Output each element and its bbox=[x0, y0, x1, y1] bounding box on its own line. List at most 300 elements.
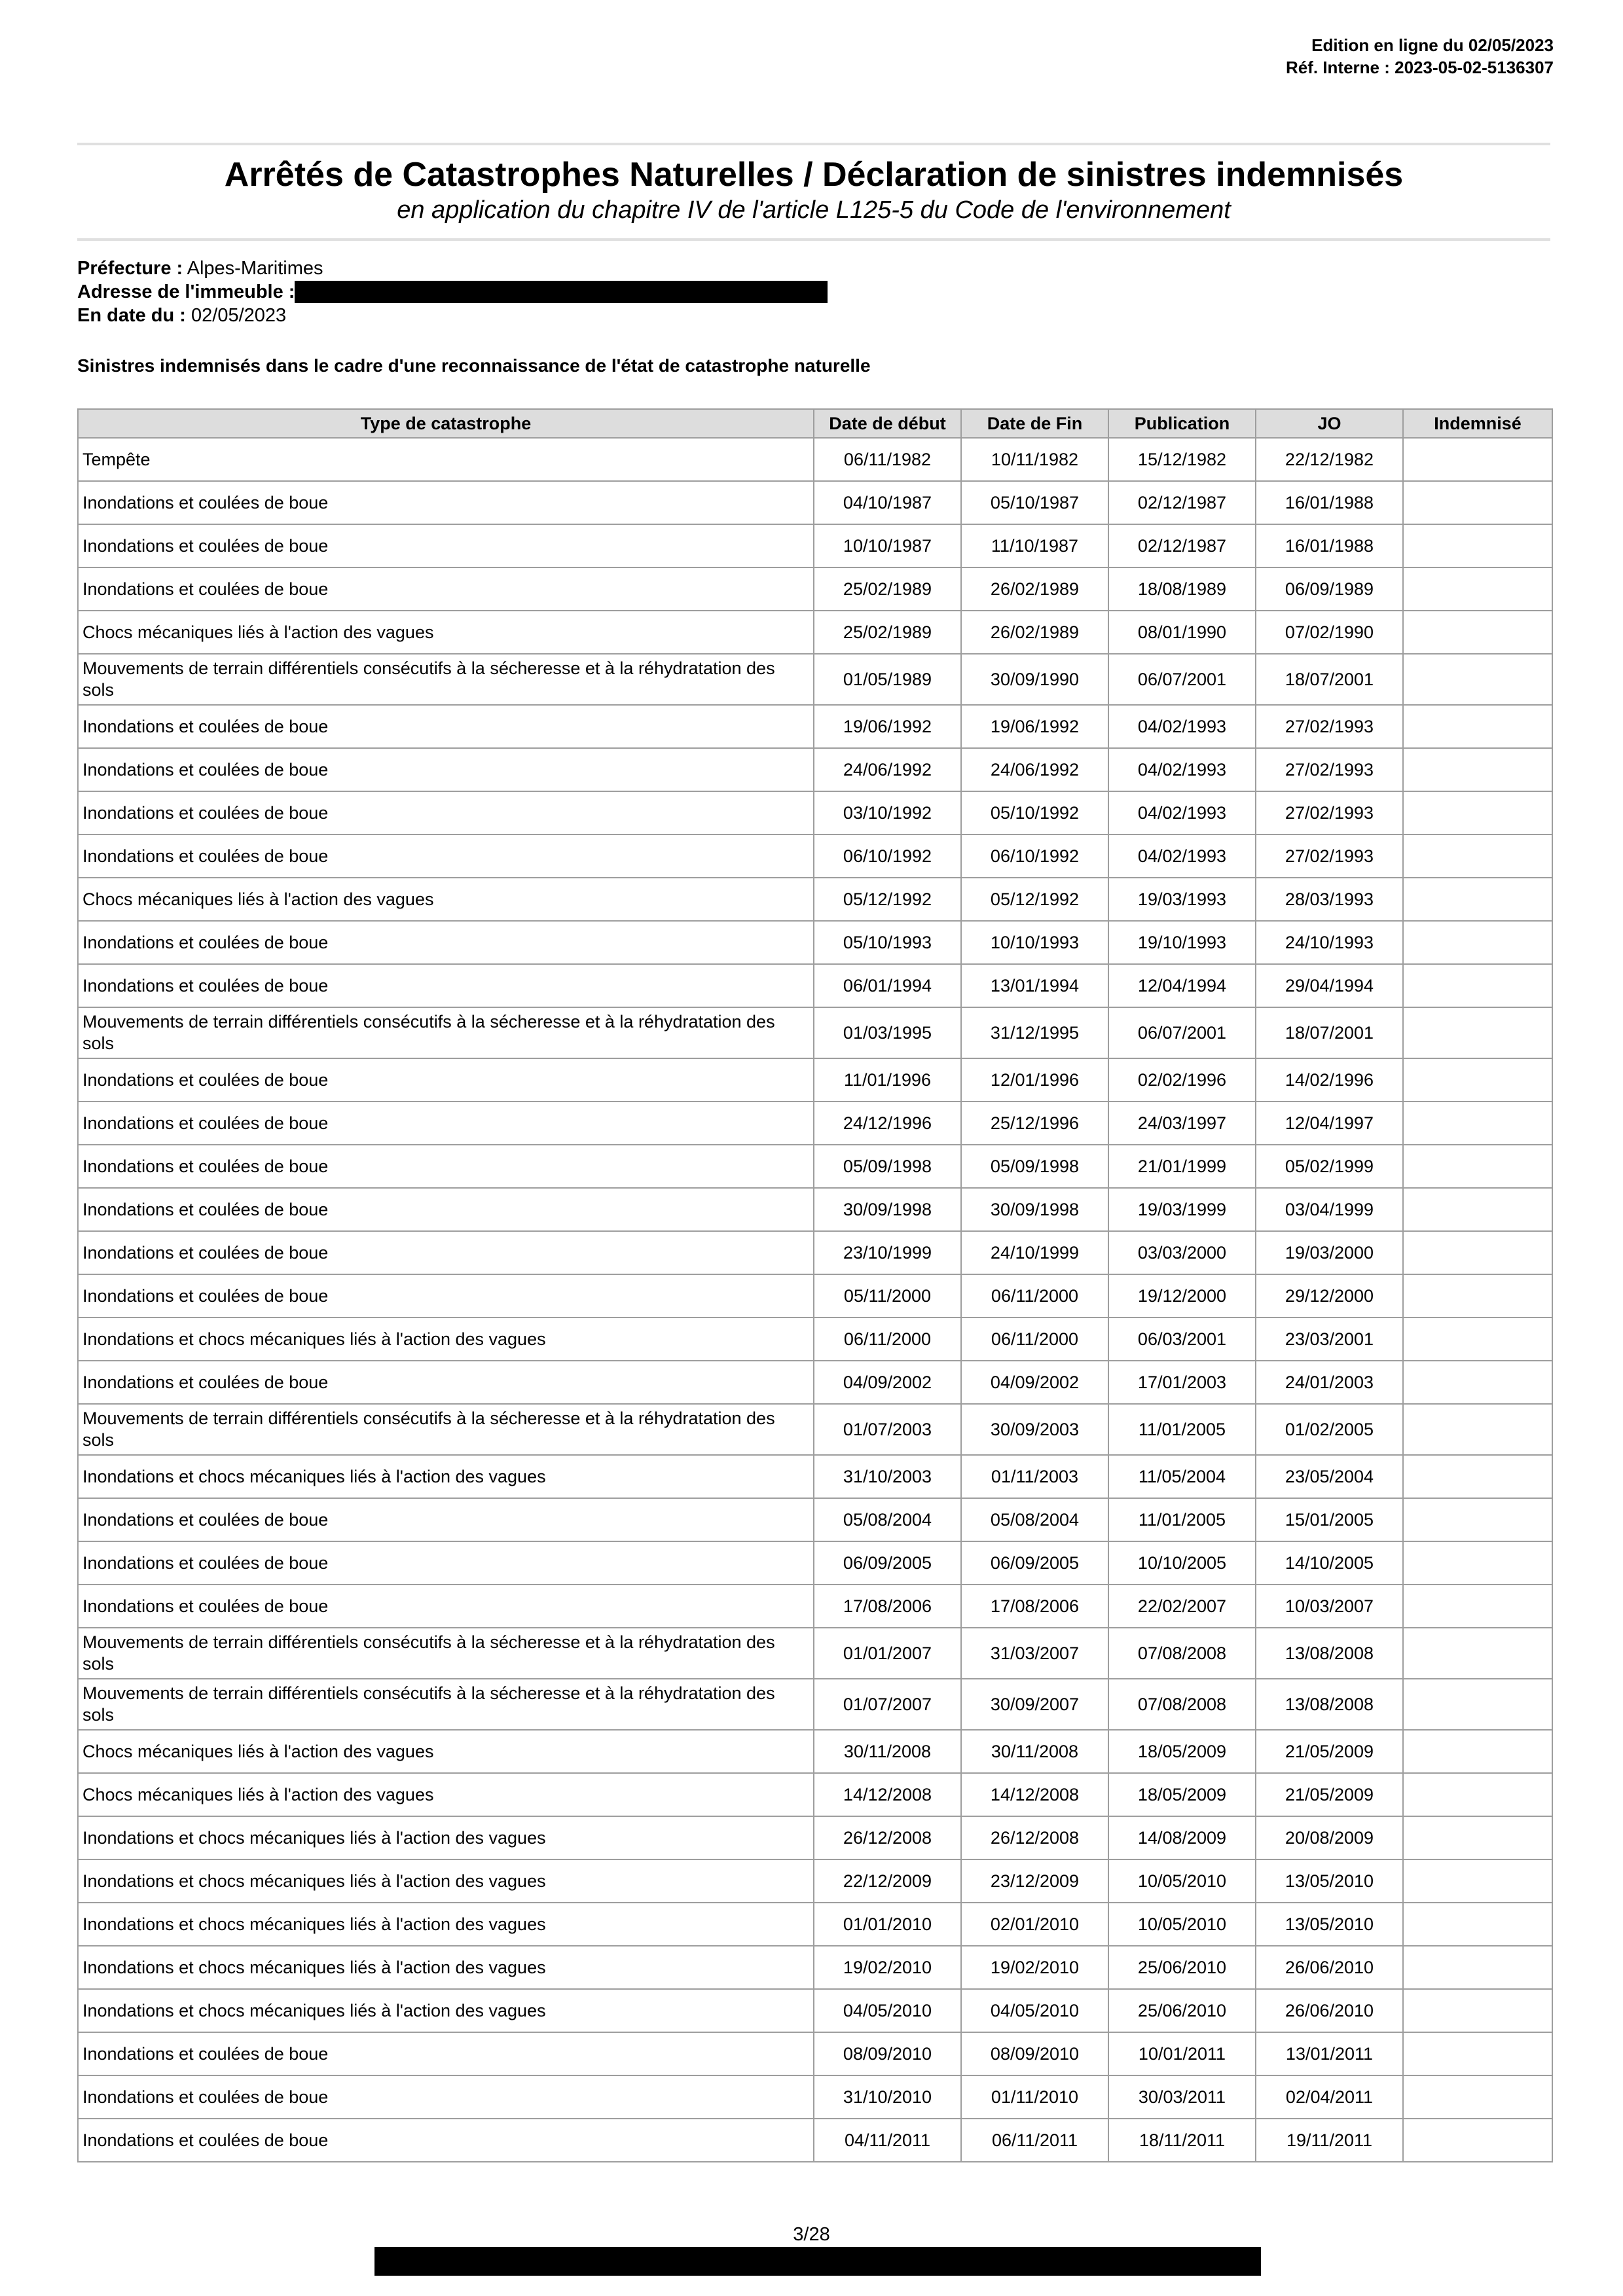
cell-indemnise bbox=[1403, 1541, 1552, 1585]
edition-date: Edition en ligne du 02/05/2023 bbox=[1311, 35, 1554, 55]
cell-start-date: 19/02/2010 bbox=[814, 1946, 961, 1989]
cell-publication: 04/02/1993 bbox=[1108, 791, 1256, 834]
cell-start-date: 05/10/1993 bbox=[814, 921, 961, 964]
cell-publication: 10/01/2011 bbox=[1108, 2032, 1256, 2075]
cell-start-date: 05/08/2004 bbox=[814, 1498, 961, 1541]
cell-end-date: 14/12/2008 bbox=[961, 1773, 1108, 1816]
cell-indemnise bbox=[1403, 1007, 1552, 1058]
cell-type: Inondations et chocs mécaniques liés à l'action des vagues bbox=[78, 1455, 814, 1498]
cell-publication: 02/12/1987 bbox=[1108, 524, 1256, 567]
table-row bbox=[78, 1145, 1552, 1188]
cell-indemnise bbox=[1403, 1773, 1552, 1816]
cell-indemnise bbox=[1403, 921, 1552, 964]
cell-publication: 10/05/2010 bbox=[1108, 1903, 1256, 1946]
cell-publication: 24/03/1997 bbox=[1108, 1102, 1256, 1145]
table-row bbox=[78, 1455, 1552, 1498]
table-row bbox=[78, 1058, 1552, 1102]
table-row bbox=[78, 611, 1552, 654]
table-row bbox=[78, 1585, 1552, 1628]
cell-start-date: 01/05/1989 bbox=[814, 654, 961, 705]
table-row bbox=[78, 1730, 1552, 1773]
cell-jo: 29/04/1994 bbox=[1256, 964, 1403, 1007]
table-row bbox=[78, 567, 1552, 611]
cell-indemnise bbox=[1403, 878, 1552, 921]
cell-start-date: 30/11/2008 bbox=[814, 1730, 961, 1773]
cell-end-date: 06/11/2000 bbox=[961, 1318, 1108, 1361]
edition-header bbox=[1286, 34, 1554, 79]
cell-type: Chocs mécaniques liés à l'action des vagues bbox=[78, 878, 814, 921]
cell-start-date: 11/01/1996 bbox=[814, 1058, 961, 1102]
cell-end-date: 06/11/2011 bbox=[961, 2119, 1108, 2162]
cell-indemnise bbox=[1403, 1318, 1552, 1361]
cell-end-date: 06/09/2005 bbox=[961, 1541, 1108, 1585]
cell-type: Inondations et coulées de boue bbox=[78, 1498, 814, 1541]
cell-indemnise bbox=[1403, 1989, 1552, 2032]
cell-jo: 28/03/1993 bbox=[1256, 878, 1403, 921]
table-row bbox=[78, 481, 1552, 524]
table-row bbox=[78, 1903, 1552, 1946]
cell-jo: 19/03/2000 bbox=[1256, 1231, 1403, 1274]
cell-end-date: 06/10/1992 bbox=[961, 834, 1108, 878]
cell-start-date: 01/01/2007 bbox=[814, 1628, 961, 1679]
cell-end-date: 08/09/2010 bbox=[961, 2032, 1108, 2075]
cell-indemnise bbox=[1403, 748, 1552, 791]
cell-end-date: 19/06/1992 bbox=[961, 705, 1108, 748]
table-row bbox=[78, 1404, 1552, 1455]
cell-start-date: 04/09/2002 bbox=[814, 1361, 961, 1404]
cell-end-date: 05/08/2004 bbox=[961, 1498, 1108, 1541]
cell-type: Chocs mécaniques liés à l'action des vagues bbox=[78, 611, 814, 654]
cell-indemnise bbox=[1403, 1903, 1552, 1946]
footer-redaction bbox=[374, 2247, 1261, 2276]
cell-type: Inondations et coulées de boue bbox=[78, 1361, 814, 1404]
cell-end-date: 05/10/1987 bbox=[961, 481, 1108, 524]
document-subtitle: en application du chapitre IV de l'article L125-5 du Code de l'environnement bbox=[397, 196, 1231, 224]
cell-jo: 22/12/1982 bbox=[1256, 438, 1403, 481]
cell-start-date: 03/10/1992 bbox=[814, 791, 961, 834]
cell-jo: 27/02/1993 bbox=[1256, 791, 1403, 834]
cell-jo: 27/02/1993 bbox=[1256, 834, 1403, 878]
table-row bbox=[78, 705, 1552, 748]
table-row bbox=[78, 1816, 1552, 1859]
cell-publication: 06/07/2001 bbox=[1108, 1007, 1256, 1058]
cell-indemnise bbox=[1403, 1816, 1552, 1859]
cell-publication: 14/08/2009 bbox=[1108, 1816, 1256, 1859]
table-row bbox=[78, 964, 1552, 1007]
col-header-indemnise: Indemnisé bbox=[1403, 409, 1552, 438]
address-redaction bbox=[295, 281, 828, 303]
cell-jo: 24/01/2003 bbox=[1256, 1361, 1403, 1404]
cell-publication: 19/10/1993 bbox=[1108, 921, 1256, 964]
cell-type: Inondations et coulées de boue bbox=[78, 1274, 814, 1318]
cell-publication: 18/11/2011 bbox=[1108, 2119, 1256, 2162]
cell-type: Inondations et coulées de boue bbox=[78, 1231, 814, 1274]
cell-start-date: 04/10/1987 bbox=[814, 481, 961, 524]
cell-end-date: 04/05/2010 bbox=[961, 1989, 1108, 2032]
cell-publication: 19/03/1999 bbox=[1108, 1188, 1256, 1231]
cell-indemnise bbox=[1403, 524, 1552, 567]
cell-start-date: 06/11/2000 bbox=[814, 1318, 961, 1361]
table-row bbox=[78, 1946, 1552, 1989]
cell-type: Inondations et chocs mécaniques liés à l'action des vagues bbox=[78, 1903, 814, 1946]
cell-indemnise bbox=[1403, 1188, 1552, 1231]
cell-end-date: 10/11/1982 bbox=[961, 438, 1108, 481]
cell-type: Inondations et coulées de boue bbox=[78, 2075, 814, 2119]
cell-jo: 23/05/2004 bbox=[1256, 1455, 1403, 1498]
cell-type: Inondations et coulées de boue bbox=[78, 705, 814, 748]
cell-jo: 20/08/2009 bbox=[1256, 1816, 1403, 1859]
cell-publication: 18/05/2009 bbox=[1108, 1773, 1256, 1816]
table-row bbox=[78, 1628, 1552, 1679]
cell-indemnise bbox=[1403, 1730, 1552, 1773]
cell-jo: 18/07/2001 bbox=[1256, 654, 1403, 705]
cell-start-date: 25/02/1989 bbox=[814, 611, 961, 654]
cell-start-date: 10/10/1987 bbox=[814, 524, 961, 567]
cell-jo: 26/06/2010 bbox=[1256, 1946, 1403, 1989]
table-row bbox=[78, 2119, 1552, 2162]
cell-publication: 03/03/2000 bbox=[1108, 1231, 1256, 1274]
table-row bbox=[78, 524, 1552, 567]
cell-end-date: 26/02/1989 bbox=[961, 567, 1108, 611]
cell-indemnise bbox=[1403, 1102, 1552, 1145]
cell-start-date: 05/11/2000 bbox=[814, 1274, 961, 1318]
cell-jo: 19/11/2011 bbox=[1256, 2119, 1403, 2162]
cell-jo: 06/09/1989 bbox=[1256, 567, 1403, 611]
cell-jo: 14/10/2005 bbox=[1256, 1541, 1403, 1585]
cell-type: Inondations et coulées de boue bbox=[78, 791, 814, 834]
page-number: 3/28 bbox=[793, 2224, 830, 2245]
col-header-end-date: Date de Fin bbox=[961, 409, 1108, 438]
cell-type: Inondations et coulées de boue bbox=[78, 1145, 814, 1188]
table-row bbox=[78, 1188, 1552, 1231]
cell-indemnise bbox=[1403, 1679, 1552, 1730]
prefecture-value: Alpes-Maritimes bbox=[187, 258, 323, 279]
cell-indemnise bbox=[1403, 1058, 1552, 1102]
cell-start-date: 17/08/2006 bbox=[814, 1585, 961, 1628]
date-label: En date du : bbox=[77, 305, 186, 326]
cell-end-date: 30/09/1998 bbox=[961, 1188, 1108, 1231]
cell-jo: 13/05/2010 bbox=[1256, 1903, 1403, 1946]
cell-publication: 19/12/2000 bbox=[1108, 1274, 1256, 1318]
cell-end-date: 19/02/2010 bbox=[961, 1946, 1108, 1989]
cell-jo: 13/08/2008 bbox=[1256, 1628, 1403, 1679]
cell-indemnise bbox=[1403, 1859, 1552, 1903]
table-row bbox=[78, 1318, 1552, 1361]
cell-publication: 18/05/2009 bbox=[1108, 1730, 1256, 1773]
cell-type: Inondations et coulées de boue bbox=[78, 567, 814, 611]
cell-start-date: 26/12/2008 bbox=[814, 1816, 961, 1859]
cell-jo: 13/08/2008 bbox=[1256, 1679, 1403, 1730]
table-row bbox=[78, 1773, 1552, 1816]
cell-jo: 29/12/2000 bbox=[1256, 1274, 1403, 1318]
col-header-start-date: Date de début bbox=[814, 409, 961, 438]
col-header-type: Type de catastrophe bbox=[78, 409, 814, 438]
table-body bbox=[78, 438, 1552, 2162]
cell-jo: 01/02/2005 bbox=[1256, 1404, 1403, 1455]
cell-end-date: 01/11/2010 bbox=[961, 2075, 1108, 2119]
cell-publication: 12/04/1994 bbox=[1108, 964, 1256, 1007]
section-title: Sinistres indemnisés dans le cadre d'une reconnaissance de l'état de catastrophe naturelle bbox=[77, 355, 871, 376]
cell-type: Chocs mécaniques liés à l'action des vagues bbox=[78, 1773, 814, 1816]
cell-indemnise bbox=[1403, 1145, 1552, 1188]
cell-type: Mouvements de terrain différentiels consécutifs à la sécheresse et à la réhydratation des sols bbox=[78, 1404, 814, 1455]
cell-type: Inondations et coulées de boue bbox=[78, 2119, 814, 2162]
cell-end-date: 26/12/2008 bbox=[961, 1816, 1108, 1859]
cell-end-date: 13/01/1994 bbox=[961, 964, 1108, 1007]
cell-end-date: 30/09/1990 bbox=[961, 654, 1108, 705]
cell-indemnise bbox=[1403, 1361, 1552, 1404]
cell-end-date: 06/11/2000 bbox=[961, 1274, 1108, 1318]
cell-start-date: 30/09/1998 bbox=[814, 1188, 961, 1231]
cell-publication: 25/06/2010 bbox=[1108, 1989, 1256, 2032]
table-row bbox=[78, 1007, 1552, 1058]
cell-indemnise bbox=[1403, 1231, 1552, 1274]
date-row bbox=[77, 304, 828, 327]
cell-indemnise bbox=[1403, 1498, 1552, 1541]
cell-start-date: 31/10/2010 bbox=[814, 2075, 961, 2119]
cell-start-date: 01/01/2010 bbox=[814, 1903, 961, 1946]
disasters-table bbox=[77, 408, 1553, 2162]
cell-publication: 06/03/2001 bbox=[1108, 1318, 1256, 1361]
cell-indemnise bbox=[1403, 2119, 1552, 2162]
table-row bbox=[78, 878, 1552, 921]
cell-publication: 22/02/2007 bbox=[1108, 1585, 1256, 1628]
cell-publication: 11/01/2005 bbox=[1108, 1404, 1256, 1455]
cell-publication: 25/06/2010 bbox=[1108, 1946, 1256, 1989]
cell-indemnise bbox=[1403, 1585, 1552, 1628]
cell-start-date: 25/02/1989 bbox=[814, 567, 961, 611]
cell-indemnise bbox=[1403, 654, 1552, 705]
cell-end-date: 25/12/1996 bbox=[961, 1102, 1108, 1145]
cell-start-date: 06/01/1994 bbox=[814, 964, 961, 1007]
cell-start-date: 01/07/2007 bbox=[814, 1679, 961, 1730]
cell-indemnise bbox=[1403, 1628, 1552, 1679]
cell-end-date: 24/06/1992 bbox=[961, 748, 1108, 791]
cell-publication: 18/08/1989 bbox=[1108, 567, 1256, 611]
table-row bbox=[78, 834, 1552, 878]
cell-publication: 02/02/1996 bbox=[1108, 1058, 1256, 1102]
cell-indemnise bbox=[1403, 2032, 1552, 2075]
cell-jo: 14/02/1996 bbox=[1256, 1058, 1403, 1102]
cell-indemnise bbox=[1403, 611, 1552, 654]
table-row bbox=[78, 1102, 1552, 1145]
cell-type: Inondations et coulées de boue bbox=[78, 964, 814, 1007]
cell-start-date: 01/03/1995 bbox=[814, 1007, 961, 1058]
table-row bbox=[78, 438, 1552, 481]
cell-start-date: 06/11/1982 bbox=[814, 438, 961, 481]
cell-jo: 02/04/2011 bbox=[1256, 2075, 1403, 2119]
cell-end-date: 04/09/2002 bbox=[961, 1361, 1108, 1404]
cell-start-date: 06/09/2005 bbox=[814, 1541, 961, 1585]
cell-publication: 02/12/1987 bbox=[1108, 481, 1256, 524]
cell-end-date: 31/12/1995 bbox=[961, 1007, 1108, 1058]
cell-end-date: 02/01/2010 bbox=[961, 1903, 1108, 1946]
col-header-jo: JO bbox=[1256, 409, 1403, 438]
cell-type: Inondations et coulées de boue bbox=[78, 524, 814, 567]
cell-start-date: 05/09/1998 bbox=[814, 1145, 961, 1188]
cell-start-date: 08/09/2010 bbox=[814, 2032, 961, 2075]
date-value: 02/05/2023 bbox=[191, 305, 287, 326]
cell-type: Inondations et coulées de boue bbox=[78, 1541, 814, 1585]
cell-jo: 27/02/1993 bbox=[1256, 705, 1403, 748]
cell-start-date: 14/12/2008 bbox=[814, 1773, 961, 1816]
cell-type: Inondations et coulées de boue bbox=[78, 1058, 814, 1102]
cell-indemnise bbox=[1403, 1404, 1552, 1455]
document-title: Arrêtés de Catastrophes Naturelles / Déclaration de sinistres indemnisés bbox=[224, 156, 1404, 194]
cell-end-date: 26/02/1989 bbox=[961, 611, 1108, 654]
cell-end-date: 05/10/1992 bbox=[961, 791, 1108, 834]
cell-end-date: 23/12/2009 bbox=[961, 1859, 1108, 1903]
table-row bbox=[78, 1231, 1552, 1274]
cell-type: Mouvements de terrain différentiels consécutifs à la sécheresse et à la réhydratation des sols bbox=[78, 1679, 814, 1730]
cell-start-date: 01/07/2003 bbox=[814, 1404, 961, 1455]
cell-publication: 07/08/2008 bbox=[1108, 1679, 1256, 1730]
title-divider bbox=[77, 238, 1550, 241]
table-row bbox=[78, 1498, 1552, 1541]
cell-jo: 16/01/1988 bbox=[1256, 524, 1403, 567]
cell-type: Inondations et coulées de boue bbox=[78, 921, 814, 964]
cell-type: Inondations et coulées de boue bbox=[78, 1102, 814, 1145]
prefecture-row bbox=[77, 257, 828, 280]
cell-jo: 23/03/2001 bbox=[1256, 1318, 1403, 1361]
table-row bbox=[78, 1859, 1552, 1903]
cell-publication: 30/03/2011 bbox=[1108, 2075, 1256, 2119]
cell-publication: 21/01/1999 bbox=[1108, 1145, 1256, 1188]
cell-jo: 07/02/1990 bbox=[1256, 611, 1403, 654]
cell-publication: 10/10/2005 bbox=[1108, 1541, 1256, 1585]
cell-indemnise bbox=[1403, 791, 1552, 834]
cell-start-date: 24/06/1992 bbox=[814, 748, 961, 791]
address-row bbox=[77, 280, 828, 304]
cell-indemnise bbox=[1403, 2075, 1552, 2119]
cell-start-date: 19/06/1992 bbox=[814, 705, 961, 748]
cell-publication: 11/01/2005 bbox=[1108, 1498, 1256, 1541]
table-row bbox=[78, 1361, 1552, 1404]
cell-type: Inondations et coulées de boue bbox=[78, 834, 814, 878]
cell-indemnise bbox=[1403, 705, 1552, 748]
cell-indemnise bbox=[1403, 567, 1552, 611]
table-row bbox=[78, 1274, 1552, 1318]
cell-publication: 11/05/2004 bbox=[1108, 1455, 1256, 1498]
cell-end-date: 12/01/1996 bbox=[961, 1058, 1108, 1102]
cell-type: Inondations et chocs mécaniques liés à l'action des vagues bbox=[78, 1859, 814, 1903]
cell-type: Inondations et chocs mécaniques liés à l'action des vagues bbox=[78, 1816, 814, 1859]
cell-jo: 27/02/1993 bbox=[1256, 748, 1403, 791]
cell-start-date: 22/12/2009 bbox=[814, 1859, 961, 1903]
table-row bbox=[78, 2075, 1552, 2119]
cell-type: Mouvements de terrain différentiels consécutifs à la sécheresse et à la réhydratation des sols bbox=[78, 1628, 814, 1679]
cell-start-date: 23/10/1999 bbox=[814, 1231, 961, 1274]
cell-end-date: 24/10/1999 bbox=[961, 1231, 1108, 1274]
cell-end-date: 30/09/2003 bbox=[961, 1404, 1108, 1455]
cell-end-date: 05/09/1998 bbox=[961, 1145, 1108, 1188]
table-row bbox=[78, 1541, 1552, 1585]
cell-jo: 13/05/2010 bbox=[1256, 1859, 1403, 1903]
cell-start-date: 04/05/2010 bbox=[814, 1989, 961, 2032]
cell-start-date: 04/11/2011 bbox=[814, 2119, 961, 2162]
cell-type: Chocs mécaniques liés à l'action des vagues bbox=[78, 1730, 814, 1773]
cell-start-date: 24/12/1996 bbox=[814, 1102, 961, 1145]
cell-jo: 26/06/2010 bbox=[1256, 1989, 1403, 2032]
cell-start-date: 31/10/2003 bbox=[814, 1455, 961, 1498]
property-info bbox=[77, 257, 828, 327]
cell-indemnise bbox=[1403, 1274, 1552, 1318]
cell-indemnise bbox=[1403, 834, 1552, 878]
cell-jo: 13/01/2011 bbox=[1256, 2032, 1403, 2075]
cell-jo: 24/10/1993 bbox=[1256, 921, 1403, 964]
cell-publication: 08/01/1990 bbox=[1108, 611, 1256, 654]
cell-end-date: 05/12/1992 bbox=[961, 878, 1108, 921]
cell-jo: 05/02/1999 bbox=[1256, 1145, 1403, 1188]
prefecture-label: Préfecture : bbox=[77, 258, 183, 279]
cell-jo: 15/01/2005 bbox=[1256, 1498, 1403, 1541]
cell-jo: 18/07/2001 bbox=[1256, 1007, 1403, 1058]
cell-end-date: 31/03/2007 bbox=[961, 1628, 1108, 1679]
cell-type: Inondations et coulées de boue bbox=[78, 481, 814, 524]
cell-type: Inondations et coulées de boue bbox=[78, 1188, 814, 1231]
address-label: Adresse de l'immeuble : bbox=[77, 281, 295, 302]
cell-end-date: 30/09/2007 bbox=[961, 1679, 1108, 1730]
cell-type: Inondations et chocs mécaniques liés à l'action des vagues bbox=[78, 1318, 814, 1361]
cell-publication: 07/08/2008 bbox=[1108, 1628, 1256, 1679]
cell-type: Inondations et coulées de boue bbox=[78, 748, 814, 791]
cell-end-date: 11/10/1987 bbox=[961, 524, 1108, 567]
cell-end-date: 10/10/1993 bbox=[961, 921, 1108, 964]
cell-type: Tempête bbox=[78, 438, 814, 481]
cell-publication: 04/02/1993 bbox=[1108, 748, 1256, 791]
cell-jo: 21/05/2009 bbox=[1256, 1773, 1403, 1816]
cell-indemnise bbox=[1403, 1946, 1552, 1989]
cell-publication: 17/01/2003 bbox=[1108, 1361, 1256, 1404]
cell-jo: 12/04/1997 bbox=[1256, 1102, 1403, 1145]
cell-publication: 04/02/1993 bbox=[1108, 705, 1256, 748]
cell-type: Inondations et chocs mécaniques liés à l'action des vagues bbox=[78, 1946, 814, 1989]
cell-end-date: 01/11/2003 bbox=[961, 1455, 1108, 1498]
cell-type: Inondations et coulées de boue bbox=[78, 2032, 814, 2075]
internal-reference: Réf. Interne : 2023-05-02-5136307 bbox=[1285, 58, 1554, 77]
cell-publication: 15/12/1982 bbox=[1108, 438, 1256, 481]
cell-indemnise bbox=[1403, 964, 1552, 1007]
table-row bbox=[78, 2032, 1552, 2075]
cell-indemnise bbox=[1403, 481, 1552, 524]
cell-indemnise bbox=[1403, 1455, 1552, 1498]
cell-jo: 10/03/2007 bbox=[1256, 1585, 1403, 1628]
top-divider bbox=[77, 143, 1550, 145]
table-row bbox=[78, 1679, 1552, 1730]
cell-jo: 16/01/1988 bbox=[1256, 481, 1403, 524]
table-row bbox=[78, 1989, 1552, 2032]
table-row bbox=[78, 748, 1552, 791]
cell-type: Inondations et chocs mécaniques liés à l'action des vagues bbox=[78, 1989, 814, 2032]
cell-jo: 03/04/1999 bbox=[1256, 1188, 1403, 1231]
col-header-publication: Publication bbox=[1108, 409, 1256, 438]
cell-type: Mouvements de terrain différentiels consécutifs à la sécheresse et à la réhydratation des sols bbox=[78, 654, 814, 705]
cell-start-date: 05/12/1992 bbox=[814, 878, 961, 921]
cell-indemnise bbox=[1403, 438, 1552, 481]
cell-type: Inondations et coulées de boue bbox=[78, 1585, 814, 1628]
cell-publication: 10/05/2010 bbox=[1108, 1859, 1256, 1903]
cell-start-date: 06/10/1992 bbox=[814, 834, 961, 878]
table-row bbox=[78, 921, 1552, 964]
table-row bbox=[78, 654, 1552, 705]
cell-jo: 21/05/2009 bbox=[1256, 1730, 1403, 1773]
table-row bbox=[78, 791, 1552, 834]
cell-type: Mouvements de terrain différentiels consécutifs à la sécheresse et à la réhydratation des sols bbox=[78, 1007, 814, 1058]
cell-publication: 04/02/1993 bbox=[1108, 834, 1256, 878]
table-header-row bbox=[78, 409, 1552, 438]
cell-end-date: 30/11/2008 bbox=[961, 1730, 1108, 1773]
cell-publication: 19/03/1993 bbox=[1108, 878, 1256, 921]
